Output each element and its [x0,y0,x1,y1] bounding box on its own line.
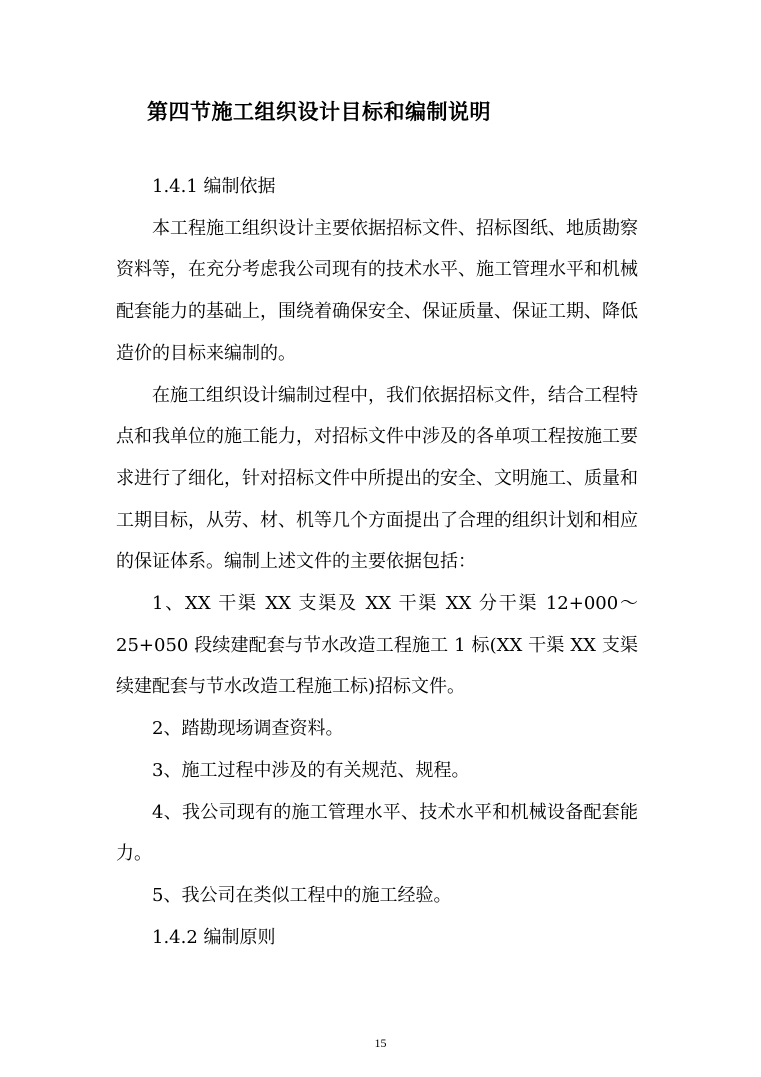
list-item: 3、施工过程中涉及的有关规范、规程。 [152,759,470,781]
list-item: 2、踏勘现场调查资料。 [152,718,344,740]
page-number: 15 [374,1036,387,1050]
list-item: 1、XX 干渠 XX 支渠及 XX 干渠 XX 分干渠 12+000～25+050 段续建配套与节水改造工程施工 1 标(XX 干渠 XX 支渠续建配套与节水改造工程施工标)招标文件。 [116,593,638,698]
document-body [116,166,638,958]
subheading-principles: 1.4.2 编制原则 [152,926,276,948]
list-item: 4、我公司现有的施工管理水平、技术水平和机械设备配套能力。 [116,801,638,865]
subheading-basis: 1.4.1 编制依据 [152,176,276,197]
list-item: 5、我公司在类似工程中的施工经验。 [152,884,452,906]
paragraph-basis-intro: 本工程施工组织设计主要依据招标文件、招标图纸、地质勘察资料等，在充分考虑我公司现有的技术水平、施工管理水平和机械配套能力的基础上，围绕着确保安全、保证质量、保证工期、降低造价的目标来编制的。 [116,217,638,364]
paragraph-process: 在施工组织设计编制过程中，我们依据招标文件，结合工程特点和我单位的施工能力，对招标文件中涉及的各单项工程按施工要求进行了细化，针对招标文件中所提出的安全、文明施工、质量和工期目标，从劳、材、机等几个方面提出了合理的组织计划和相应的保证体系。编制上述文件的主要依据包括： [116,384,638,573]
section-title: 第四节施工组织设计目标和编制说明 [147,99,491,124]
